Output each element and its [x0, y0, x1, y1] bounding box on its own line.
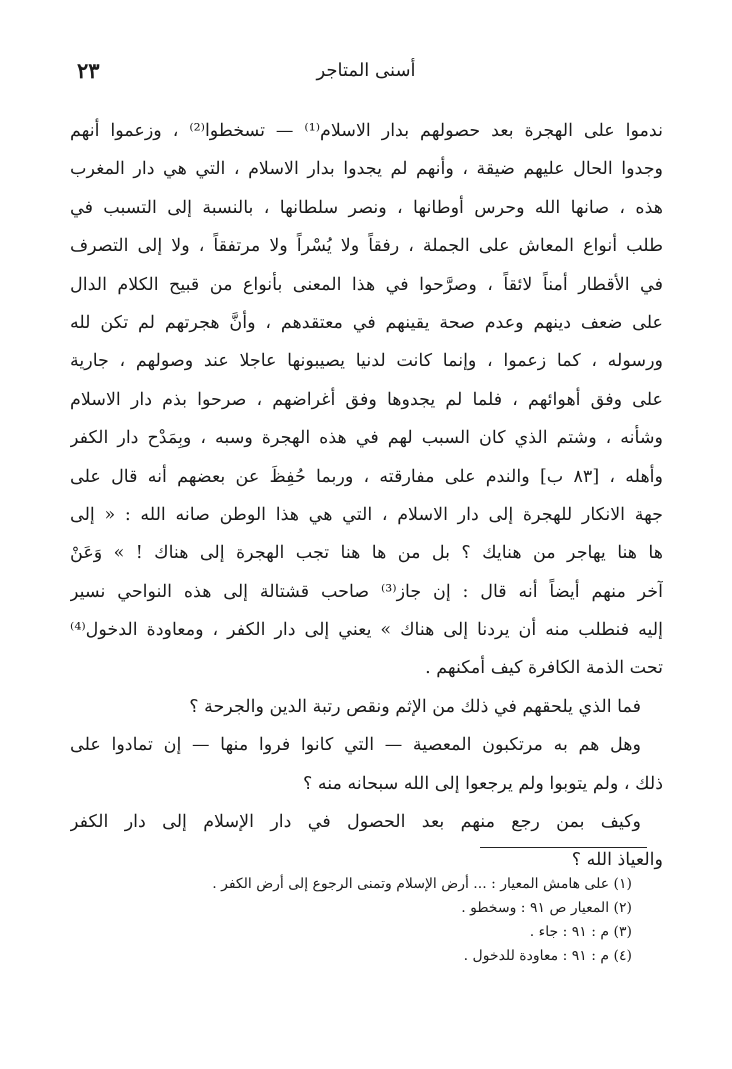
text-line: والعياذ الله ؟: [571, 850, 663, 871]
running-title: أسنى المتاجر: [316, 60, 416, 81]
text-line: ذلك ، ولم يتوبوا ولم يرجعوا إلى الله سبحانه منه ؟: [303, 773, 663, 794]
footnote: (١) على هامش المعيار : ... أرض الإسلام وتمنى الرجوع إلى أرض الكفر .: [212, 876, 632, 892]
text-line: إليه فنطلب منه أن يردنا إلى هناك » يعني إلى دار الكفر ، ومعاودة الدخول⁽⁴⁾: [70, 620, 663, 641]
text-line: تحت الذمة الكافرة كيف أمكنهم .: [425, 658, 663, 679]
text-line: على وفق أهوائهم ، فلما لم يجدوها وفق أغراضهم ، صرحوا بذم دار الاسلام: [70, 389, 663, 410]
footnote: (٤) م : ٩١ : معاودة للدخول .: [463, 948, 632, 964]
text-line: هذه ، صانها الله وحرس أوطانها ، ونصر سلطانها ، بالنسبة إلى التسبب في: [70, 197, 663, 218]
text-line: ورسوله ، كما زعموا ، وإنما كانت لدنيا يصيبونها عاجلا عند وصولهم ، جارية: [70, 351, 663, 372]
text-line: على ضعف دينهم وعدم صحة يقينهم في معتقدهم ، وأنَّ هجرتهم لم تكن لله: [70, 312, 663, 333]
text-line: وشأنه ، وشتم الذي كان السبب لهم في هذه الهجرة وسبه ، وبِمَدْح دار الكفر: [70, 428, 663, 449]
footnote: (٢) المعيار ص ٩١ : وسخطو .: [461, 900, 632, 916]
text-line: جهة الانكار للهجرة إلى دار الاسلام ، التي هي هذا الوطن صانه الله : « إلى: [70, 504, 663, 525]
text-line: وهل هم به مرتكبون المعصية — التي كانوا فروا منها — إن تمادوا على: [70, 735, 641, 756]
main-text: [70, 112, 663, 880]
footnote-divider: [480, 847, 647, 848]
text-line: طلب أنواع المعاش على الجملة ، رفقاً ولا يُسْراً ولا مرتفقاً ، ولا إلى التصرف: [70, 236, 663, 257]
text-line: وجدوا الحال عليهم ضيقة ، وأنهم لم يجدوا بدار الاسلام ، التي هي دار المغرب: [70, 159, 663, 180]
footnote: (٣) م : ٩١ : جاء .: [529, 924, 632, 940]
page-number: ٢٣: [77, 58, 100, 83]
text-line: ندموا على الهجرة بعد حصولهم بدار الاسلام⁽¹⁾ — تسخطوا⁽²⁾ ، وزعموا أنهم: [70, 121, 663, 141]
text-line: وأهله ، [٨٣ ب] والندم على مفارقته ، وربما حُفِظَ عن بعضهم أنه قال على: [70, 466, 663, 487]
text-line: في الأقطار أمناً لائقاً ، وصرَّحوا في هذا المعنى بأنواع من قبيح الكلام الدال: [70, 274, 663, 295]
text-line: فما الذي يلحقهم في ذلك من الإثم ونقص رتبة الدين والجرحة ؟: [189, 696, 641, 717]
text-line: وكيف بمن رجع منهم بعد الحصول في دار الإسلام إلى دار الكفر: [70, 812, 641, 833]
text-line: آخر منهم أيضاً أنه قال : إن جاز⁽³⁾ صاحب قشتالة إلى هذه النواحي نسير: [70, 581, 663, 602]
footnotes: [100, 872, 632, 968]
text-line: ها هنا يهاجر من هنايك ؟ بل من ها هنا تجب الهجرة إلى هناك ! » وَعَنْ: [70, 543, 663, 564]
